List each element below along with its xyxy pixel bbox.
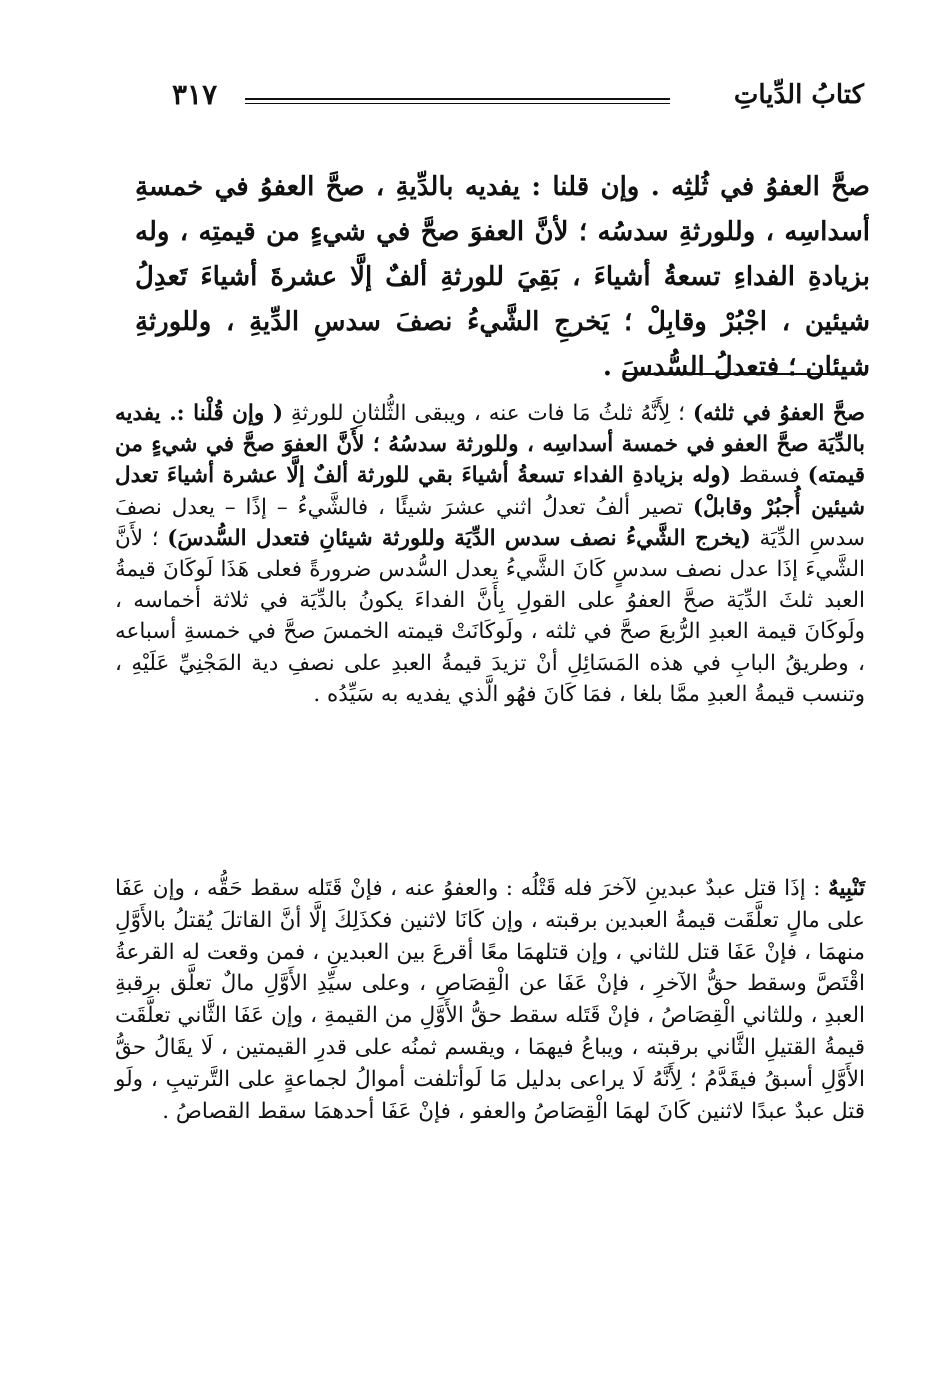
note-paragraph: [115, 873, 865, 1127]
page-number: ٣١٧: [172, 78, 218, 111]
commentary-paragraph: [115, 398, 865, 710]
commentary-text-4: ؛ لأَنَّ الشَّيءَ إذَا عدل نصف سدسٍ كَانَ الشَّيءُ يعدل السُّدس ضرورةً فعلى هَذَا لَوكَانَ قيمةُ العبد ثلثَ الدِّيَة صحَّ العفوُ على القولِ بِأَنَّ الفداءَ يكونُ بالدِّيَة في ثلاثة أخماسه ، ولَوكَانَ قيمة العبدِ الرُّبعَ صحَّ في ثلثه ، ولَوكَانَتْ قيمته الخمسَ صحَّ في خمسةِ أسباعه ، وطريقُ البابِ في هذه المَسَائِلِ أنْ تزيدَ قيمةُ العبدِ على نصفِ دية المَجْنِيِّ عَلَيْهِ ، وتنسب قيمةُ العبدِ ممَّا بلغا ، فمَا كَانَ فهُو الَّذي يفديه به سَيِّدُه .: [115, 525, 865, 707]
commentary-quote-1: صحَّ العفوُ في ثلثه): [692, 401, 865, 426]
commentary-quote-2: ( وإن قُلْنا :. يفديه بالدِّيَة صحَّ العفو في خمسة أسداسِه ، وللورثة سدسُهُ ؛ لأَنَّ العفوَ صحَّ في شيءٍ من قيمته): [115, 401, 865, 489]
note-label: تَنْبِيهٌ: [828, 876, 865, 901]
running-title: كتابُ الدِّياتِ: [733, 80, 864, 110]
footnote-separator: [625, 373, 860, 375]
commentary-text-1: ؛ لِأَنَّهُ ثلثُ مَا فات عنه ، ويبقى الثُّلثانِ للورثةِ: [283, 401, 693, 426]
note-text: : إذَا قتل عبدٌ عبدينِ لآخرَ فله قَتْلُه : والعفوُ عنه ، فإنْ قَتَله سقط حَقُّه ، وإن عَفَا على مالٍ تعلَّقَت قيمةُ العبدين برقبته ، وإن كَانَا لاثنين فكذَلِكَ إلَّا أنَّ القاتلَ يُقتلُ بالأَوَّلِ منهمَا ، فإنْ عَفَا قتل للثاني ، وإن قتلهمَا معًا أقرعَ بين العبدينِ ، فمن وقعت له القرعةُ اقْتَصَّ وسقط حقُّ الآخرِ ، فإنْ عَفَا عن الْقِصَاصِ ، وعلى سيِّدِ الأَوَّلِ مالٌ تعلَّق برقبةِ العبدِ ، وللثاني الْقِصَاصُ ، فإنْ قَتَله سقط حقُّ الأَوَّلِ من القيمةِ ، وإن عَفَا الثَّاني تعلَّقَت قيمةُ القتيلِ الثَّاني برقبته ، ويباعُ فيهمَا ، ويقسم ثمنُه على قدرِ القيمتين ، لَا يقَالُ حقُّ الأَوَّلِ أسبقُ فيقَدَّمُ ؛ لِأَنَّهُ لَا يراعى بدليل مَا لَوأتلفت أموالُ لجماعةٍ على التَّرتيبِ ، ولَو قتل عبدٌ عبدًا لاثنين كَانَ لهمَا الْقِصَاصُ والعفو ، فإنْ عَفَا أحدهمَا سقط القصاصُ .: [115, 876, 865, 1124]
main-text-paragraph: صحَّ العفوُ في ثُلثِه . وإن قلنا : يفديه بالدِّيةِ ، صحَّ العفوُ في خمسةِ أسداسِه ، وللورثةِ سدسُه ؛ لأنَّ العفوَ صحَّ في شيءٍ من قيمتِه ، وله بزيادةِ الفداءِ تسعةُ أشياءَ ، بَقِيَ للورثةِ ألفٌ إلَّا عشرةَ أشياءَ تَعدِلُ شيئين ، اجْبُرْ وقابِلْ ؛ يَخرجِ الشَّيءُ نصفَ سدسِ الدِّيةِ ، وللورثةِ شيئان ؛ فتعدلُ السُّدسَ .: [135, 172, 870, 382]
commentary-text-3: تصير ألفُ تعدلُ اثني عشرَ شيئًا ، فالشَّيءُ – إذًا – يعدل نصفَ سدسِ الدِّيَة: [115, 494, 865, 551]
commentary-quote-3: (وله بزيادةِ الفداء تسعةُ أشياءَ بقي للورثة ألفٌ إلَّا عشرة أشياءَ تعدل شيئين أُجبُرْ وقابلْ): [115, 463, 865, 520]
header-rule: [245, 98, 670, 100]
page-header: [150, 78, 870, 118]
commentary-text-2: فسقط: [730, 463, 808, 489]
commentary-quote-4: (يخرج الشَّيءُ نصف سدس الدِّيَة وللورثة شيئانِ فتعدل السُّدسَ): [167, 525, 751, 551]
